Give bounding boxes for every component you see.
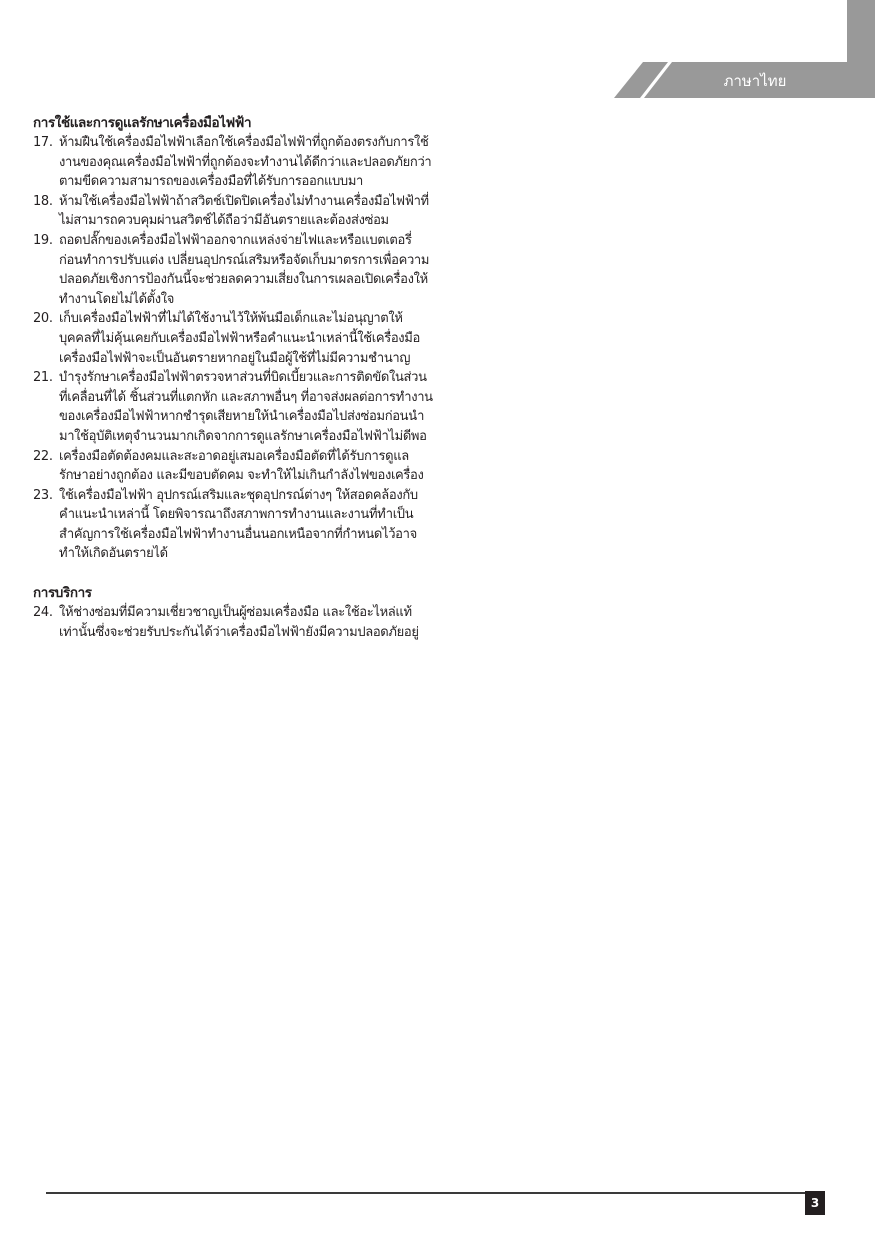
item-number: 23. [33,487,53,503]
list-item [33,192,433,231]
item-text: ห้ามใช้เครื่องมือไฟฟ้าถ้าสวิตช์เปิดปิดเครื่องไม่ทำงานเครื่องมือไฟฟ้าที่ไม่สามารถควบคุมผ่านสวิตช์ได้ถือว่ามีอันตรายและต้องส่งซ่อม [59,193,429,229]
language-label: ภาษาไทย [723,72,787,90]
section-heading-use-care: การใช้และการดูแลรักษาเครื่องมือไฟฟ้า [33,115,252,131]
item-text: ถอดปลั๊กของเครื่องมือไฟฟ้าออกจากแหล่งจ่ายไฟและหรือแบตเตอรี่ก่อนทำการปรับแต่ง เปลี่ยนอุปกรณ์เสริมหรือจัดเก็บมาตรการเพื่อความปลอดภัยเชิงการป้องกันนี้จะช่วยลดความเสี่ยงในการเผลอเปิดเครื่องให้ทำงานโดยไม่ได้ตั้งใจ [59,232,430,307]
list-item [33,486,433,564]
item-number: 22. [33,448,53,464]
item-number: 18. [33,193,53,209]
list-item [33,231,433,309]
item-text: เครื่องมือตัดต้องคมและสะอาดอยู่เสมอเครื่องมือตัดที่ได้รับการดูแลรักษาอย่างถูกต้อง และมีขอบตัดคม จะทำให้ไม่เกินกำลังไฟของเครื่อง [59,448,424,484]
item-text: บำรุงรักษาเครื่องมือไฟฟ้าตรวจหาส่วนที่บิดเบี้ยวและการติดขัดในส่วนที่เคลื่อนที่ได้ ชิ้นส่วนที่แตกหัก และสภาพอื่นๆ ที่อาจส่งผลต่อการทำงานของเครื่องมือไฟฟ้าหากชำรุดเสียหายให้นำเครื่องมือไปส่งซ่อมก่อนนำมาใช้อุบัติเหตุจำนวนมากเกิดจากการดูแลรักษาเครื่องมือไฟฟ้าไม่ดีพอ [59,370,433,444]
page-number: 3 [805,1191,825,1215]
item-text: ให้ช่างซ่อมที่มีความเชี่ยวชาญเป็นผู้ซ่อมเครื่องมือ และใช้อะไหล่แท้เท่านั้นซึ่งจะช่วยรับประกันได้ว่าเครื่องมือไฟฟ้ายังมีความปลอดภัยอยู่ [59,605,419,640]
item-number: 20. [33,311,53,327]
section-spacer [33,564,433,584]
item-text: ห้ามฝืนใช้เครื่องมือไฟฟ้าเลือกใช้เครื่องมือไฟฟ้าที่ถูกต้องตรงกับการใช้งานของคุณเครื่องมือไฟฟ้าที่ถูกต้องจะทำงานได้ดีกว่าและปลอดภัยกว่าตามขีดความสามารถของเครื่องมือที่ได้รับการออกแบบมา [59,135,432,190]
document-body [33,114,433,642]
list-item [33,447,433,486]
item-number: 24. [33,605,53,621]
item-text: เก็บเครื่องมือไฟฟ้าที่ไม่ได้ใช้งานไว้ให้พ้นมือเด็กและไม่อนุญาตให้บุคคลที่ไม่คุ้นเคยกับเครื่องมือไฟฟ้าหรือคำแนะนำเหล่านี้ใช้เครื่องมือเครื่องมือไฟฟ้าจะเป็นอันตรายหากอยู่ในมือผู้ใช้ที่ไม่มีความชำนาญ [59,311,420,366]
list-item [33,309,433,368]
item-text: ใช้เครื่องมือไฟฟ้า อุปกรณ์เสริมและชุดอุปกรณ์ต่างๆ ให้สอดคล้องกับคำแนะนำเหล่านี้ โดยพิจารณาถึงสภาพการทำงานและงานที่ทำเป็นสำคัญการใช้เครื่องมือไฟฟ้าทำงานอื่นนอกเหนือจากที่กำหนดไว้อาจทำให้เกิดอันตรายได้ [59,487,418,562]
list-item [33,603,433,642]
list-item [33,133,433,192]
item-number: 19. [33,232,53,248]
item-number: 17. [33,135,53,150]
list-item [33,368,433,446]
footer-rule [46,1192,806,1194]
item-number: 21. [33,370,53,386]
section-heading-service: การบริการ [33,585,92,602]
